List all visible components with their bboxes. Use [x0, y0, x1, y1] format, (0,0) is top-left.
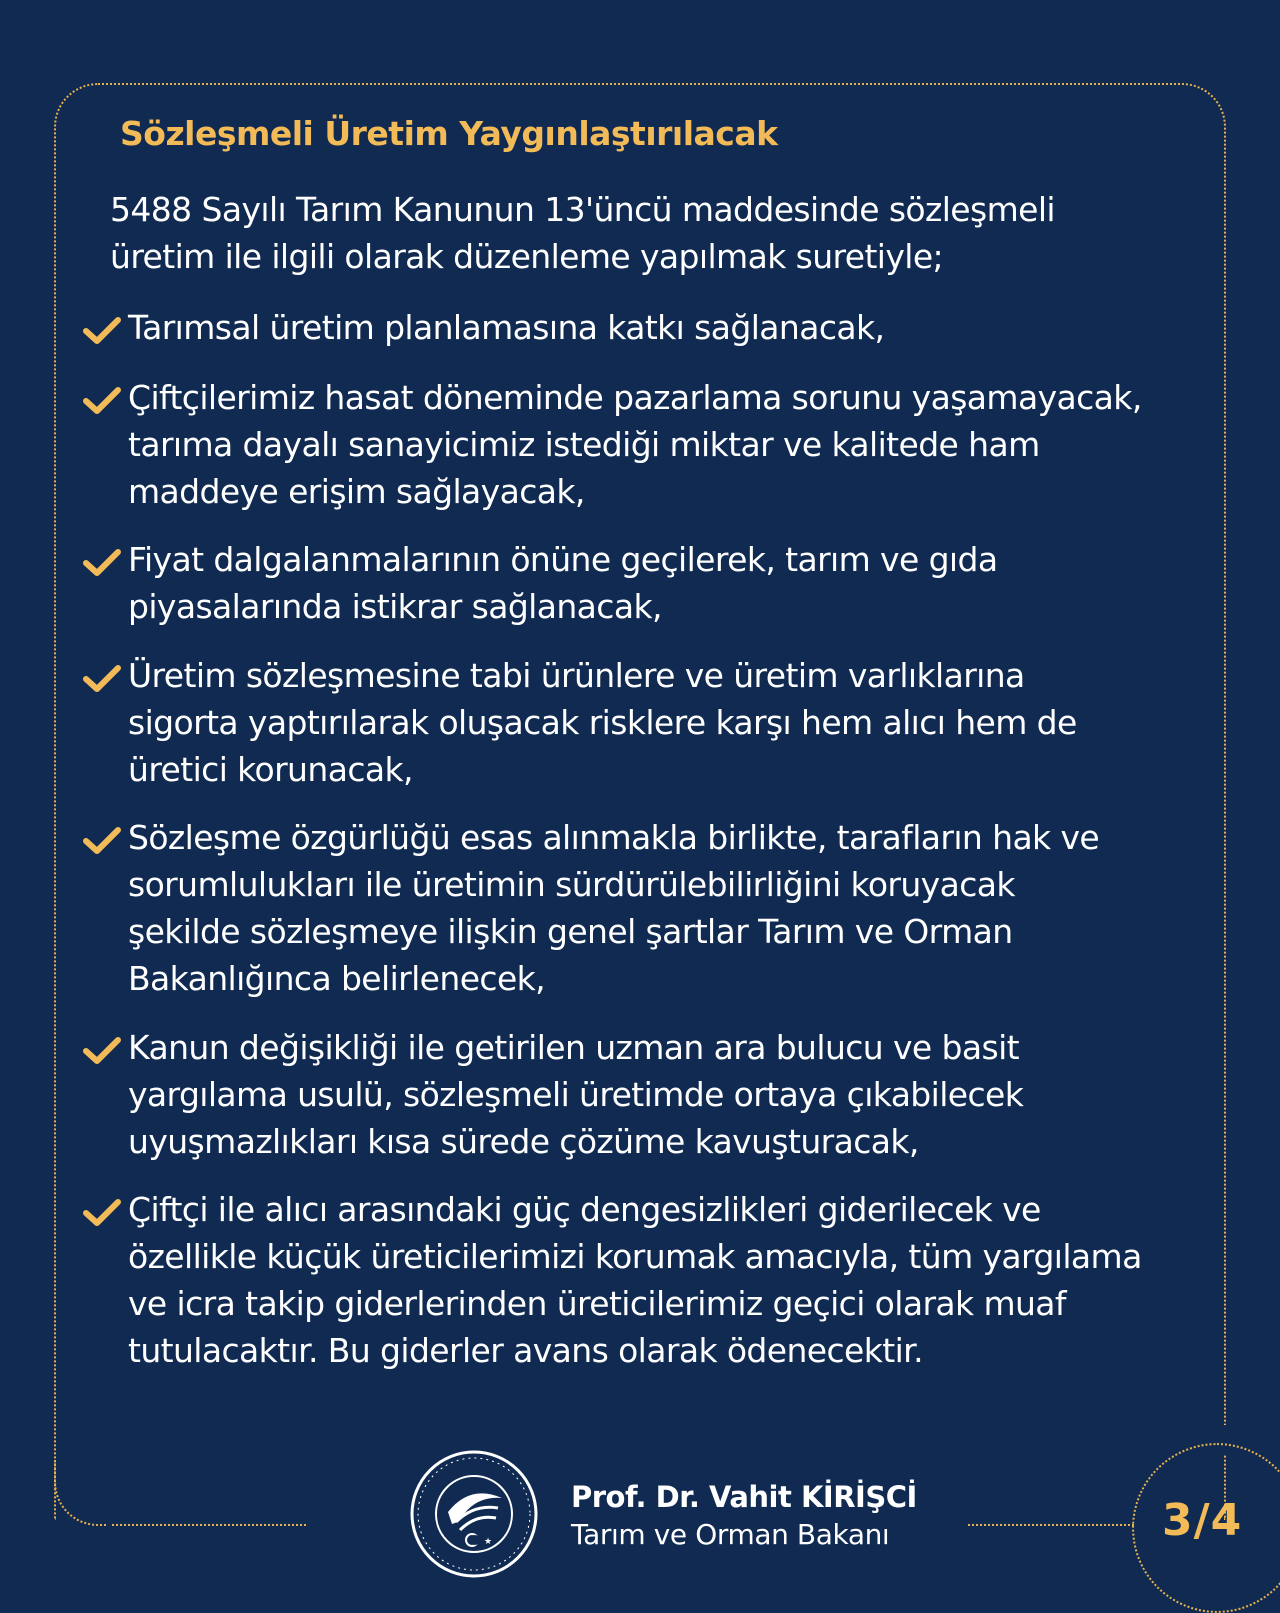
signature-name: Prof. Dr. Vahit KİRİŞCİ — [571, 1480, 917, 1514]
check-icon — [82, 316, 122, 346]
check-icon — [82, 1198, 122, 1228]
list-item-line: yargılama usulü, sözleşmeli üretimde ortaya çıkabilecek — [128, 1075, 1024, 1114]
list-item-line: sorumlulukları ile üretimin sürdürülebilirliğini koruyacak — [128, 865, 1015, 904]
check-icon — [82, 664, 122, 694]
list-item-text — [128, 304, 1218, 351]
list-item-line: maddeye erişim sağlayacak, — [128, 472, 585, 511]
list-item-line: Kanun değişikliği ile getirilen uzman ara bulucu ve basit — [128, 1028, 1019, 1067]
svg-text:★: ★ — [484, 1537, 493, 1547]
list-item-text — [128, 374, 1218, 515]
list-item-line: tutulacaktır. Bu giderler avans olarak ödenecektir. — [128, 1331, 923, 1370]
page-indicator: 3/4 — [1162, 1495, 1243, 1546]
list-item-line: Sözleşme özgürlüğü esas alınmakla birlikte, tarafların hak ve — [128, 818, 1100, 857]
list-item-text — [128, 1024, 1218, 1165]
signature-role: Tarım ve Orman Bakanı — [571, 1518, 890, 1551]
list-item-text — [128, 814, 1218, 1002]
list-item-line: Tarımsal üretim planlamasına katkı sağlanacak, — [128, 308, 885, 347]
check-icon — [82, 386, 122, 416]
page-title: Sözleşmeli Üretim Yaygınlaştırılacak — [120, 114, 778, 153]
check-icon — [82, 826, 122, 856]
list-item-line: özellikle küçük üreticilerimizi korumak amacıyla, tüm yargılama — [128, 1237, 1142, 1276]
list-item-line: sigorta yaptırılarak oluşacak risklere karşı hem alıcı hem de — [128, 703, 1077, 742]
check-icon — [82, 548, 122, 578]
list-item-line: üretici korunacak, — [128, 750, 413, 789]
list-item-line: ve icra takip giderlerinden üreticilerimiz geçici olarak muaf — [128, 1284, 1066, 1323]
list-item-line: Çiftçilerimiz hasat döneminde pazarlama sorunu yaşamayacak, — [128, 378, 1142, 417]
list-item-text — [128, 652, 1218, 793]
list-item-line: Çiftçi ile alıcı arasındaki güç dengesizlikleri giderilecek ve — [128, 1190, 1041, 1229]
list-item-line: Üretim sözleşmesine tabi ürünlere ve üretim varlıklarına — [128, 656, 1025, 695]
list-item-line: tarıma dayalı sanayicimiz istediği miktar ve kalitede ham — [128, 425, 1040, 464]
list-item-line: Fiyat dalgalanmalarının önüne geçilerek, tarım ve gıda — [128, 540, 998, 579]
check-icon — [82, 1036, 122, 1066]
list-item-line: piyasalarında istikrar sağlanacak, — [128, 587, 662, 626]
list-item-text — [128, 536, 1218, 630]
list-item-line: Bakanlığınca belirlenecek, — [128, 959, 546, 998]
intro-paragraph — [110, 186, 1190, 280]
list-item-line: uyuşmazlıkları kısa sürede çözüme kavuşturacak, — [128, 1122, 919, 1161]
intro-line: üretim ile ilgili olarak düzenleme yapılmak suretiyle; — [110, 237, 944, 276]
footer-divider-right — [968, 1524, 1134, 1526]
list-item-line: şekilde sözleşmeye ilişkin genel şartlar Tarım ve Orman — [128, 912, 1013, 951]
list-item-text — [128, 1186, 1218, 1374]
intro-line: 5488 Sayılı Tarım Kanunun 13'üncü maddesinde sözleşmeli — [110, 190, 1055, 229]
ministry-seal-icon — [408, 1448, 540, 1580]
footer-divider-left — [112, 1524, 306, 1526]
